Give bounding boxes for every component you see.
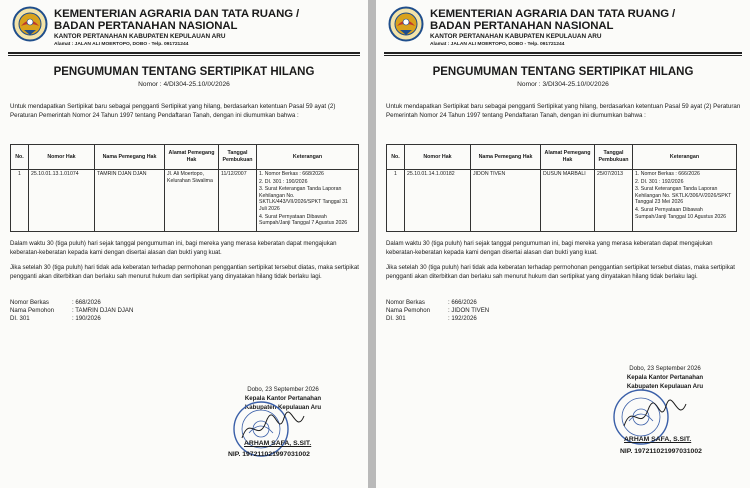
intro-paragraph: Untuk mendapatkan Sertipikat baru sebagai pengganti Sertipikat yang hilang, berdasarkan ketentuan Pasal 59 ayat (2) Peraturan Pemerintah Nomor 24 Tahun 1997 tentang Pendaftaran Tanah, dengan ini diumumkan bahwa : — [386, 103, 741, 119]
col-header-nama: Nama Pemegang Hak — [95, 145, 165, 170]
info-row: DI. 301 : 190/2026 — [10, 315, 101, 322]
table-header-row — [387, 145, 737, 170]
cell-nomor-hak: 25.10.01.14.1.00182 — [405, 170, 471, 232]
keterangan-item: 3. Surat Keterangan Tanda Laporan Kehilangan No. SKTLK/443/VII/2026/SPKT Tanggal 31 Juli 2026 — [259, 186, 348, 212]
letterhead — [430, 8, 744, 48]
ministry-name: KEMENTERIAN AGRARIA DAN TATA RUANG / — [430, 8, 676, 20]
keterangan-item: 1. Nomor Berkas : 666/2026 — [635, 171, 700, 177]
ministry-name: KEMENTERIAN AGRARIA DAN TATA RUANG / — [54, 8, 300, 20]
keterangan-item: 2. DI. 301 : 192/2026 — [635, 178, 684, 185]
keterangan-item: 1. Nomor Berkas : 668/2026 — [259, 171, 324, 177]
col-header-no: No. — [387, 145, 405, 170]
letterhead — [54, 8, 362, 48]
signer-name: ARHAM SAFA, S.SIT. — [624, 436, 692, 443]
col-header-no: No. — [11, 145, 29, 170]
office-name: KANTOR PERTANAHAN KABUPATEN KEPULAUAN ARU — [430, 33, 602, 40]
agency-name: BADAN PERTANAHAN NASIONAL — [54, 20, 238, 32]
cell-alamat: Jl. Ali Moertopo, Kelurahan Siwalima — [165, 170, 219, 232]
signer-nip: NIP. 197211021997031002 — [228, 451, 310, 458]
col-header-tanggal: Tanggal Pembukuan — [595, 145, 633, 170]
document-title: PENGUMUMAN TENTANG SERTIPIKAT HILANG — [53, 66, 315, 78]
signer-name: ARHAM SAFA, S.SIT. — [244, 440, 312, 447]
cell-nama: TAMRIN DJAN DJAN — [95, 170, 165, 232]
header-divider — [8, 52, 360, 56]
info-row: DI. 301 : 192/2026 — [386, 315, 477, 322]
col-header-nama: Nama Pemegang Hak — [471, 145, 541, 170]
cell-tanggal: 11/12/2007 — [219, 170, 257, 232]
validity-paragraph: Jika setelah 30 (tiga puluh) hari tidak ada keberatan terhadap permohonan penggantian sertipikat tersebut diatas, maka sertipikat pengganti akan diterbitkan dan berlaku sah menurut hukum dan sertipikat yang dinyatakan hilang tidak berlaku lagi. — [386, 264, 735, 280]
objection-paragraph: Dalam waktu 30 (tiga puluh) hari sejak tanggal pengumuman ini, bagi mereka yang merasa keberatan dapat mengajukan keberatan-keberatan kepada kami dengan disertai alasan dan bukti yang kuat. — [10, 240, 337, 256]
cell-no: 1 — [387, 170, 405, 232]
col-header-nomor-hak: Nomor Hak — [29, 145, 95, 170]
announcement-document-2 — [376, 0, 750, 488]
applicant-info — [386, 299, 489, 323]
signer-office-line-1: Kepala Kantor Pertanahan — [244, 395, 322, 402]
col-header-keterangan: Keterangan — [257, 145, 359, 170]
table-row — [387, 170, 737, 232]
document-title: PENGUMUMAN TENTANG SERTIPIKAT HILANG — [432, 66, 694, 78]
signer-office-line-2: Kabupaten Kepulauan Aru — [244, 404, 322, 411]
header-divider — [384, 52, 742, 56]
signer-nip: NIP. 197211021997031002 — [620, 448, 702, 455]
certificate-table — [10, 144, 359, 232]
info-row: Nama Pemohon : JIDON TIVEN — [386, 307, 490, 314]
place-date: Dobo, 23 September 2026 — [247, 386, 319, 393]
cell-alamat: DUSUN MARBALI — [541, 170, 595, 232]
signature-block — [590, 364, 740, 391]
validity-paragraph: Jika setelah 30 (tiga puluh) hari tidak ada keberatan terhadap permohonan penggantian sertipikat tersebut diatas, maka sertipikat pengganti akan diterbitkan dan berlaku sah menurut hukum dan sertipikat yang dinyatakan hilang tidak berlaku lagi. — [10, 264, 359, 280]
bpn-logo-icon — [12, 6, 48, 42]
intro-paragraph: Untuk mendapatkan Sertipikat baru sebagai pengganti Sertipikat yang hilang, berdasarkan ketentuan Pasal 59 ayat (2) Peraturan Pemerintah Nomor 24 Tahun 1997 tentang Pendaftaran Tanah, dengan ini diumumkan bahwa : — [10, 103, 336, 119]
cell-nomor-hak: 25.10.01.13.1.01074 — [29, 170, 95, 232]
cell-keterangan — [257, 170, 359, 232]
info-row: Nomor Berkas : 668/2026 — [10, 299, 101, 306]
col-header-alamat: Alamat Pemegang Hak — [541, 145, 595, 170]
signature-scribble-icon — [620, 396, 690, 436]
keterangan-item: 4. Surat Pernyataan Dibawah Sumpah/Janji Tanggal 7 Agustus 2026 — [259, 213, 348, 227]
office-address: Alamat : JALAN ALI MOERTOPO, DOBO - Telp. 091721244 — [430, 42, 565, 47]
document-number: Nomor : 4/DI304-25.10/IX/2026 — [138, 81, 230, 88]
cell-tanggal: 25/07/2013 — [595, 170, 633, 232]
keterangan-item: 2. DI. 301 : 190/2026 — [259, 178, 308, 185]
col-header-nomor-hak: Nomor Hak — [405, 145, 471, 170]
table-row — [11, 170, 359, 232]
announcement-document-1 — [0, 0, 368, 488]
objection-paragraph: Dalam waktu 30 (tiga puluh) hari sejak tanggal pengumuman ini, bagi mereka yang merasa keberatan dapat mengajukan keberatan-keberatan kepada kami dengan disertai alasan dan bukti yang kuat. — [386, 240, 713, 256]
agency-name: BADAN PERTANAHAN NASIONAL — [430, 20, 614, 32]
col-header-alamat: Alamat Pemegang Hak — [165, 145, 219, 170]
signer-office-line-1: Kepala Kantor Pertanahan — [626, 374, 704, 381]
signer-office-line-2: Kabupaten Kepulauan Aru — [626, 383, 704, 390]
keterangan-item: 3. Surat Keterangan Tanda Laporan Kehilangan No. SKTLK/306/V/2026/SPKT Tanggal 23 Mei 2026 — [635, 186, 732, 206]
col-header-keterangan: Keterangan — [633, 145, 737, 170]
col-header-tanggal: Tanggal Pembukuan — [219, 145, 257, 170]
cell-no: 1 — [11, 170, 29, 232]
place-date: Dobo, 23 September 2026 — [629, 365, 701, 372]
office-address: Alamat : JALAN ALI MOERTOPO, DOBO - Telp. 091721244 — [54, 42, 189, 47]
cell-keterangan — [633, 170, 737, 232]
bpn-logo-icon — [388, 6, 424, 42]
info-row: Nama Pemohon : TAMRIN DJAN DJAN — [10, 307, 134, 314]
info-row: Nomor Berkas : 666/2026 — [386, 299, 477, 306]
keterangan-item: 4. Surat Pernyataan Dibawah Sumpah/Janji Tanggal 10 Agustus 2026 — [635, 206, 727, 220]
document-number: Nomor : 3/DI304-25.10/IX/2026 — [517, 81, 609, 88]
applicant-info — [10, 299, 133, 323]
office-name: KANTOR PERTANAHAN KABUPATEN KEPULAUAN ARU — [54, 33, 226, 40]
cell-nama: JIDON TIVEN — [471, 170, 541, 232]
certificate-table — [386, 144, 737, 232]
table-header-row — [11, 145, 359, 170]
